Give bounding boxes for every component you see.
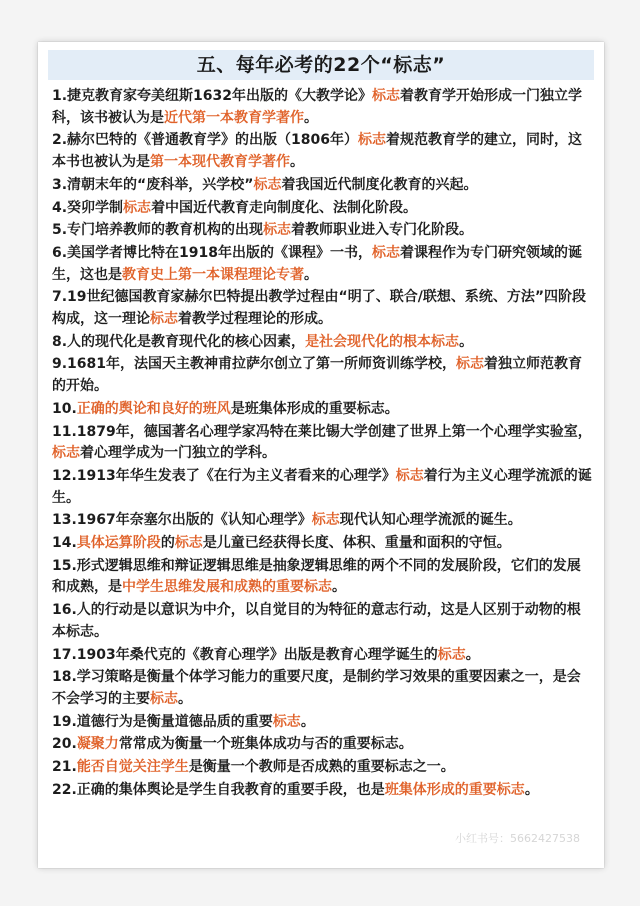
highlight-text: 是社会现代化的根本标志 xyxy=(305,333,460,350)
list-item xyxy=(52,510,594,532)
page-title: 五、每年必考的22个“标志” xyxy=(48,50,594,80)
highlight-text: 标志 xyxy=(263,222,292,239)
highlight-text: 标志 xyxy=(52,445,80,462)
item-text: 着教学过程理论的形成。 xyxy=(178,311,332,328)
highlight-text: 标志 xyxy=(395,467,424,484)
list-item xyxy=(52,757,594,779)
list-item xyxy=(52,780,594,802)
item-text: 。 xyxy=(300,713,315,730)
watermark-text: 小红书号：5662427538 xyxy=(455,832,580,845)
item-text: 着行为主义心理学流派的诞生。 xyxy=(52,467,592,506)
item-text: 5.专门培养教师的教育机构的出现 xyxy=(52,222,264,239)
item-text: 16.人的行动是以意识为中介，以自觉目的为特征的意志行动，这是人区别于动物的根本标志。 xyxy=(52,602,581,640)
list-item xyxy=(52,354,594,397)
highlight-text: 标志 xyxy=(372,88,401,104)
item-text: 着课程作为专门研究领域的诞生，这也是 xyxy=(52,244,583,283)
highlight-text: 标志 xyxy=(123,199,152,216)
item-text: 着教师职业进入专门化阶段。 xyxy=(291,222,474,239)
highlight-text: 中学生思维发展和成熟的重要标志 xyxy=(122,579,332,596)
item-text: 。 xyxy=(465,646,480,663)
item-text: 。 xyxy=(304,266,318,283)
item-text: 19.道德行为是衡量道德品质的重要 xyxy=(52,713,273,730)
list-item xyxy=(52,86,594,129)
item-text: 22.正确的集体舆论是学生自我教育的重要手段，也是 xyxy=(52,781,385,798)
list-item xyxy=(52,399,594,421)
item-text: 4.癸卯学制 xyxy=(52,199,124,216)
item-text: 20. xyxy=(52,736,77,753)
item-text: 是班集体形成的重要标志。 xyxy=(230,400,399,417)
list-item xyxy=(52,198,594,220)
item-text: 10. xyxy=(52,400,77,417)
highlight-text: 标志 xyxy=(372,244,401,261)
list-item xyxy=(52,734,594,756)
item-text: 着心理学成为一门独立的学科。 xyxy=(80,445,276,462)
item-text: 着我国近代制度化教育的兴起。 xyxy=(281,176,478,193)
item-text: 21. xyxy=(52,759,77,776)
item-text: 。 xyxy=(459,333,474,350)
item-text: 14. xyxy=(52,535,77,552)
highlight-text: 标志 xyxy=(174,535,203,552)
highlight-text: 凝聚力 xyxy=(76,736,119,753)
item-text: 。 xyxy=(178,690,192,707)
highlight-text: 标志 xyxy=(272,713,301,730)
item-text: 1.捷克教育家夸美纽斯1632年出版的《大教学论》 xyxy=(52,88,373,104)
highlight-text: 标志 xyxy=(150,690,178,707)
document-card xyxy=(38,42,604,868)
highlight-text: 具体运算阶段 xyxy=(76,535,161,552)
highlight-text: 班集体形成的重要标志 xyxy=(384,781,525,798)
item-text: 是衡量一个教师是否成熟的重要标志之一。 xyxy=(188,759,455,776)
list-item xyxy=(52,422,594,465)
item-text: 着教育学开始形成一门独立学科，该书被认为是 xyxy=(52,88,583,126)
item-text: 17.1903年桑代克的《教育心理学》出版是教育心理学诞生的 xyxy=(52,646,438,663)
list-item xyxy=(52,645,594,667)
list-item xyxy=(52,220,594,242)
highlight-text: 能否自觉关注学生 xyxy=(76,759,189,776)
list-item xyxy=(52,332,594,354)
item-text: 3.清朝末年的“废科举，兴学校” xyxy=(52,176,254,193)
item-text: 的 xyxy=(160,535,175,552)
list-item xyxy=(52,466,594,509)
item-text: 。 xyxy=(524,781,539,798)
item-text: 是儿童已经获得长度、体积、重量和面积的守恒。 xyxy=(202,535,511,552)
item-text: 7.19世纪德国教育家赫尔巴特提出教学过程由“明了、联合/联想、系统、方法”四阶段构成，这一理论 xyxy=(52,289,587,328)
item-text: 。 xyxy=(332,579,346,596)
list-item xyxy=(52,175,594,197)
item-text: 现代认知心理学流派的诞生。 xyxy=(339,512,522,529)
highlight-text: 标志 xyxy=(253,176,282,193)
item-text: 11.1879年，德国著名心理学家冯特在莱比锡大学创建了世界上第一个心理学实验室， xyxy=(52,423,592,440)
list-item xyxy=(52,130,594,173)
item-text: 8.人的现代化是教育现代化的核心因素， xyxy=(52,333,306,350)
item-text: 9.1681年，法国天主教神甫拉萨尔创立了第一所师资训练学校， xyxy=(52,356,457,373)
list-item xyxy=(52,556,594,599)
item-text: 着中国近代教育走向制度化、法制化阶段。 xyxy=(151,199,418,216)
item-text: 6.美国学者博比特在1918年出版的《课程》一书， xyxy=(52,244,373,261)
list-item xyxy=(52,533,594,555)
highlight-text: 近代第一本教育学著作 xyxy=(164,109,304,126)
highlight-text: 标志 xyxy=(456,356,485,373)
highlight-text: 标志 xyxy=(150,311,178,328)
list-item xyxy=(52,243,594,286)
item-text: 13.1967年奈塞尔出版的《认知心理学》 xyxy=(52,512,312,529)
item-list xyxy=(52,86,594,803)
item-text: 着独立师范教育的开始。 xyxy=(52,356,583,395)
highlight-text: 标志 xyxy=(311,512,340,529)
list-item xyxy=(52,712,594,734)
item-text: 。 xyxy=(304,109,318,126)
highlight-text: 标志 xyxy=(437,646,466,663)
item-text: 。 xyxy=(290,154,304,171)
highlight-text: 第一本现代教育学著作 xyxy=(150,154,290,171)
highlight-text: 标志 xyxy=(358,132,387,149)
item-text: 着规范教育学的建立，同时，这本书也被认为是 xyxy=(52,132,583,171)
item-text: 15.形式逻辑思维和辩证逻辑思维是抽象逻辑思维的两个不同的发展阶段，它们的发展和成熟，是 xyxy=(52,557,581,596)
item-text: 常常成为衡量一个班集体成功与否的重要标志。 xyxy=(118,736,413,753)
list-item xyxy=(52,287,594,330)
list-item xyxy=(52,667,594,710)
item-text: 12.1913年华生发表了《在行为主义者看来的心理学》 xyxy=(52,467,396,484)
item-text: 2.赫尔巴特的《普通教育学》的出版（1806年） xyxy=(52,132,359,149)
highlight-text: 正确的舆论和良好的班风 xyxy=(76,400,231,417)
list-item xyxy=(52,600,594,643)
highlight-text: 教育史上第一本课程理论专著 xyxy=(122,266,304,283)
item-text: 18.学习策略是衡量个体学习能力的重要尺度，是制约学习效果的重要因素之一，是会不会学习的主要 xyxy=(52,669,581,707)
